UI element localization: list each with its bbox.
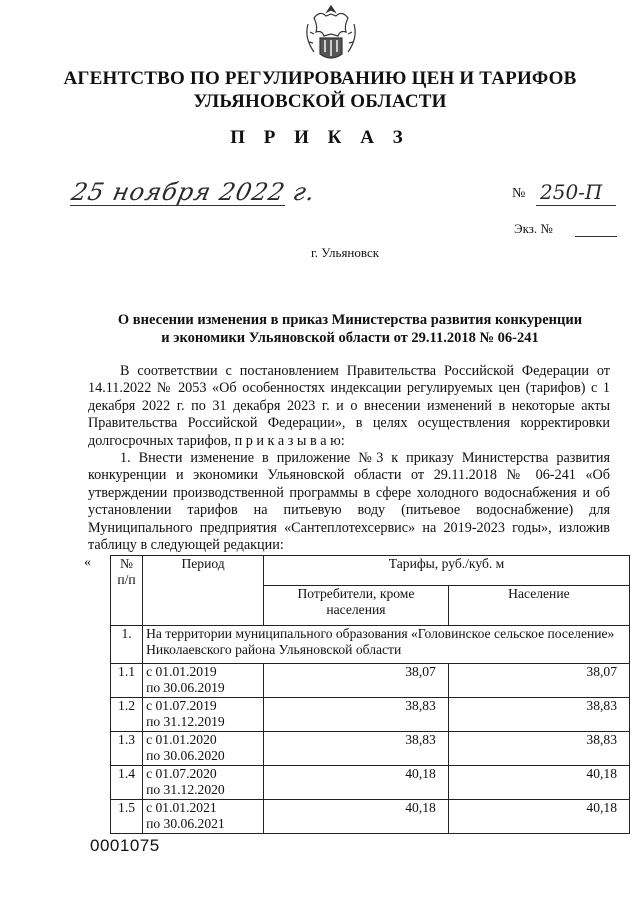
table-row [111,698,630,732]
row-num: 1.5 [111,800,143,834]
subject-line2: и экономики Ульяновской области от 29.11.2018 № 06-241 [161,330,539,346]
row-period [143,698,264,732]
row-population: 38,83 [448,732,629,766]
document-serial-number: 0001075 [90,836,160,855]
row-num: 1.4 [111,766,143,800]
handwritten-date: 25 ноября 2022 г. [69,178,319,206]
period-from: с 01.07.2020 [146,766,217,781]
date-underline [70,205,285,206]
tariff-table [110,555,630,834]
row-num: 1.1 [111,664,143,698]
period-to: по 31.12.2020 [146,782,225,797]
table-row [111,626,630,664]
subject-line1: О внесении изменения в приказ Министерства развития конкуренции [117,312,583,328]
period-from: с 01.01.2019 [146,664,217,679]
period-to: по 30.06.2021 [146,816,225,831]
row-consumers: 38,83 [264,732,449,766]
header-period: Период [143,556,264,626]
row-population: 40,18 [448,800,629,834]
number-underline [536,205,616,206]
header-num: № п/п [111,556,143,626]
agency-name-line2: УЛЬЯНОВСКОЙ ОБЛАСТИ [193,91,447,112]
body-paragraph-2: 1. Внести изменение в приложение №3 к приказу Министерства развития конкуренции и экономики Ульяновской области от 29.11.2018 № 06-241 «Об утверждении производственной программы в сфере холодного водоснабжения и об установлении тарифов на питьевую воду (питьевое водоснабжение) для Муниципального предприятия «Сантеплотехсервис» на 2019-2023 годы», изложив таблицу в следующей редакции: [88,450,610,554]
header-population: Население [448,586,629,626]
row-population: 38,83 [448,698,629,732]
table-row [111,800,630,834]
table-open-quote: « [84,555,91,570]
row-period [143,732,264,766]
territory-num: 1. [111,626,143,664]
header-consumers: Потребители, кроме населения [264,586,449,626]
row-population: 40,18 [448,766,629,800]
row-num: 1.3 [111,732,143,766]
period-to: по 30.06.2020 [146,748,225,763]
copy-number-underline [575,236,617,237]
territory-text: На территории муниципального образования «Головинское сельское поселение» Николаевского района Ульяновской области [143,626,630,664]
agency-name-line1: АГЕНТСТВО ПО РЕГУЛИРОВАНИЮ ЦЕН И ТАРИФОВ [63,68,577,89]
row-consumers: 38,83 [264,698,449,732]
row-period [143,664,264,698]
copy-number-label: Экз. № [514,221,553,236]
period-from: с 01.07.2019 [146,698,217,713]
table-row [111,766,630,800]
handwritten-order-number: 250-П [540,180,603,204]
table-row [111,732,630,766]
row-period [143,766,264,800]
coat-of-arms-icon [300,2,362,66]
period-from: с 01.01.2021 [146,800,217,815]
row-period [143,800,264,834]
table-row [111,664,630,698]
order-body [88,363,610,554]
row-num: 1.2 [111,698,143,732]
row-consumers: 40,18 [264,800,449,834]
period-to: по 31.12.2019 [146,714,225,729]
header-tariffs: Тарифы, руб./куб. м [264,556,630,586]
body-paragraph-1: В соответствии с постановлением Правительства Российской Федерации от 14.11.2022 № 2053 «Об особенностях индексации регулируемых цен (тарифов) с 1 декабря 2022 г. по 31 декабря 2023 г. и о внесении изменений в некоторые акты Правительства Российской Федерации», в целях осуществления корректировки долгосрочных тарифов, п р и к а з ы в а ю: [88,363,610,449]
number-label: № [512,186,526,201]
row-population: 38,07 [448,664,629,698]
document-type-title: П Р И К А З [230,127,410,148]
row-consumers: 40,18 [264,766,449,800]
period-from: с 01.01.2020 [146,732,217,747]
period-to: по 30.06.2019 [146,680,225,695]
city: г. Ульяновск [310,245,380,260]
row-consumers: 38,07 [264,664,449,698]
